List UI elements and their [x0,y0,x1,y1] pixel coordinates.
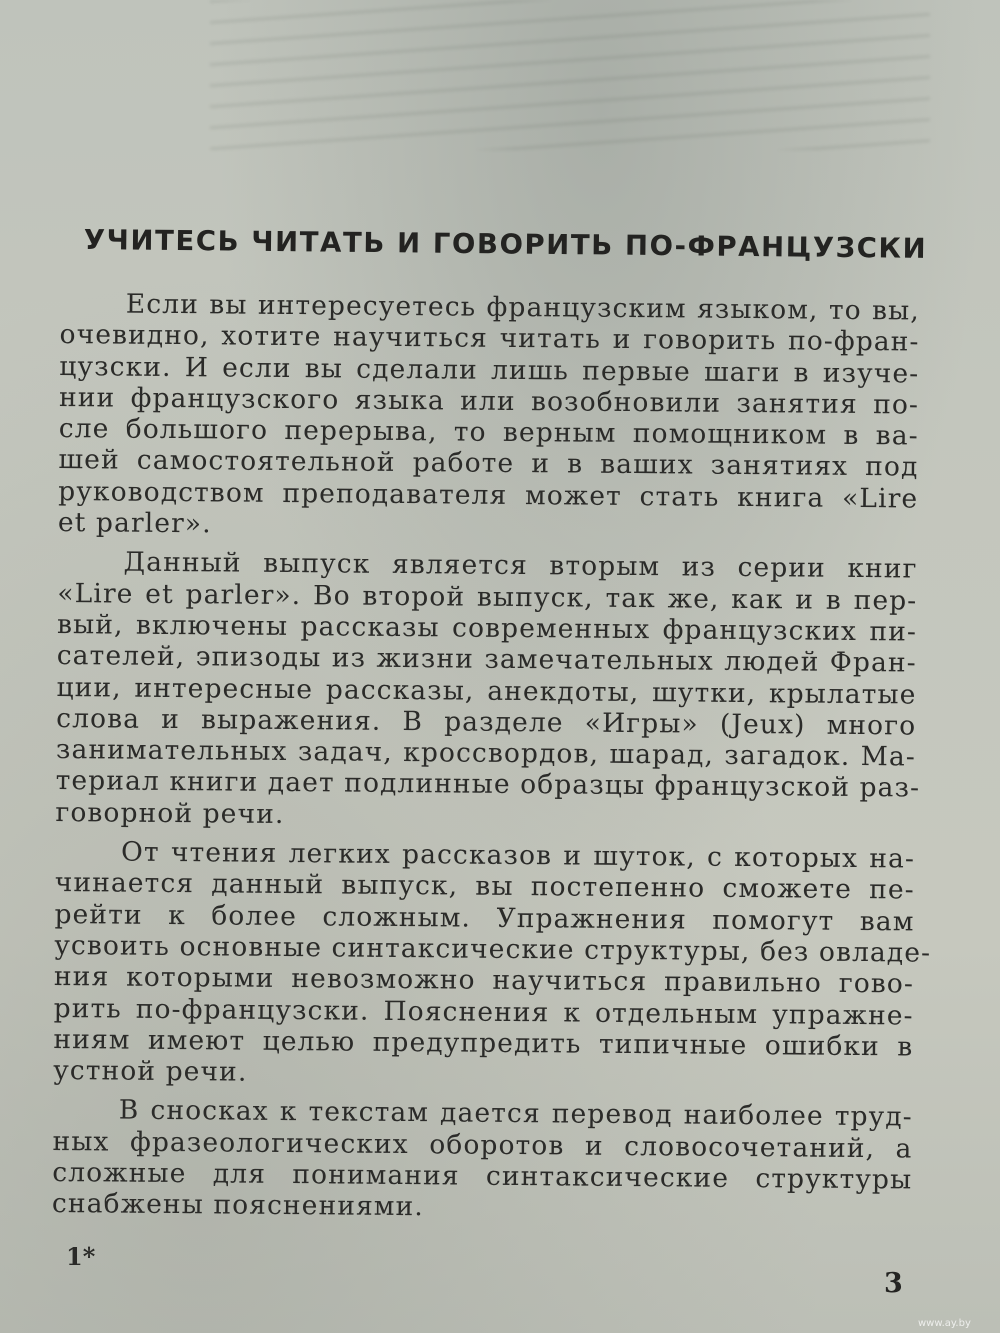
paragraph [58,288,920,546]
text-line: слова и выражения. В разделе «Игры» (Jeux) много [56,702,917,742]
show-through-text [210,0,930,150]
paragraph [55,546,921,835]
text-line: чинается данный выпуск, вы постепенно сможете пе- [54,867,915,906]
text-line: Если вы интересуетесь французским языком, то вы, [125,288,920,327]
text-line: et parler». [57,507,212,540]
watermark: www.ay.by [918,1318,971,1329]
page-number: 3 [884,1268,903,1299]
text-line: цузски. И если вы сделали лишь первые шаги в изуче- [59,350,920,390]
text-line: шей самостоятельной работе и в ваших занятиях под [58,444,919,483]
text-line: рить по-французски. Пояснения к отдельным упражне- [53,992,914,1032]
text-line: занимательных задач, кроссвордов, шарад, загадок. Ма- [55,734,917,773]
text-line: усвоить основные синтаксические структуры, без овладе- [54,929,932,969]
text-line: сле большого перерыва, то верным помощником в ва- [58,413,919,452]
text-line: ных фразеологических оборотов и словосочетаний, а [52,1125,913,1165]
text-line: ции, интересные рассказы, анекдоты, шутки, крылатые [56,671,917,711]
text-line: сателей, эпизоды из жизни замечательных людей Фран- [56,640,917,679]
text-line: рейти к более сложным. Упражнения помогут вам [54,898,915,938]
text-line: Данный выпуск является вторым из серии книг [123,546,918,585]
text-line: ниям имеют целью предупредить типичные ошибки в [53,1023,914,1063]
body-text [51,288,932,1235]
text-line: «Lire et parler». Во второй выпуск, так же, как и в пер- [57,577,918,617]
text-line: говорной речи. [55,796,285,830]
text-line: В сносках к текстам дается перевод наиболее труд- [118,1094,913,1133]
chapter-heading: УЧИТЕСЬ ЧИТАТЬ И ГОВОРИТЬ ПО-ФРАНЦУЗСКИ [83,224,928,265]
text-line: нии французского языка или возобновили занятия по- [58,381,920,421]
text-line: сложные для понимания синтаксические структуры [52,1156,913,1196]
text-line: очевидно, хотите научиться читать и говорить по-фран- [59,319,920,358]
text-line: вый, включены рассказы современных французских пи- [56,608,918,648]
text-line: От чтения легких рассказов и шуток, с которых на- [120,836,916,875]
text-line: руководством преподавателя может стать книга «Lire [58,475,919,515]
paragraph [53,836,932,1094]
signature-mark: 1* [66,1242,96,1271]
text-line: териал книги дает подлинные образцы французской раз- [55,765,921,804]
text-line: снабжены пояснениями. [51,1188,424,1223]
text-line: ния которыми невозможно научиться правильно гово- [53,961,915,1000]
paragraph [52,1094,913,1227]
text-line: устной речи. [53,1055,248,1088]
